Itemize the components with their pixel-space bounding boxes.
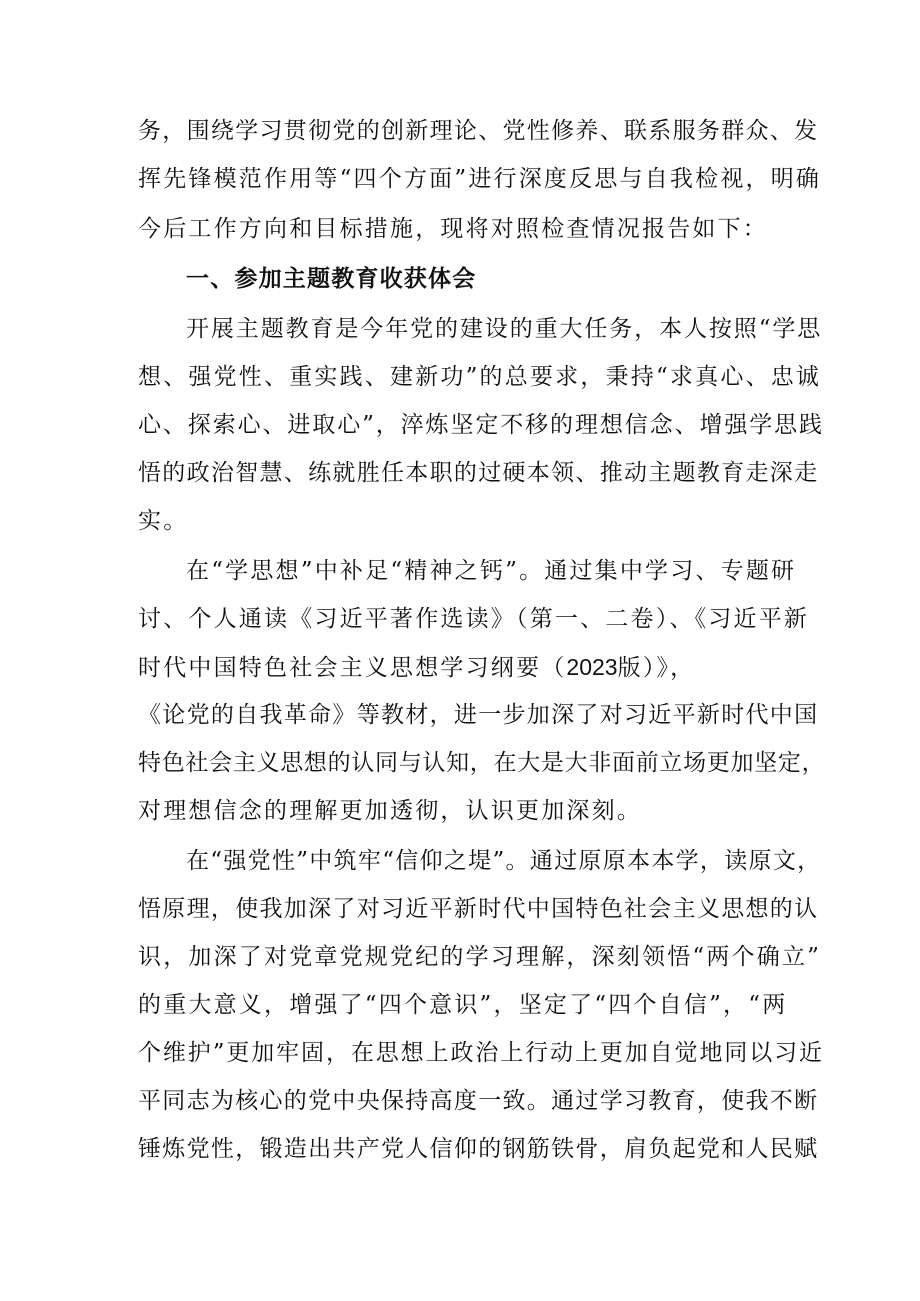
- text-segment: 版）》，: [617, 655, 696, 681]
- text-line: 个维护”更加牢固，在思想上政治上行动上更加自觉地同以习近: [138, 1040, 824, 1066]
- text-line: 锤炼党性，锻造出共产党人信仰的钢筋铁骨，肩负起党和人民赋: [138, 1136, 819, 1162]
- text-line: 对理想信念的理解更加透彻，认识更加深刻。: [138, 798, 642, 824]
- section-heading: 一、参加主题教育收获体会: [186, 266, 477, 292]
- text-line: 识，加深了对党章党规党纪的学习理解，深刻领悟“两个确立”: [138, 944, 822, 970]
- text-line: 开展主题教育是今年党的建设的重大任务，本人按照“学思: [186, 316, 823, 342]
- text-line: 想、强党性、重实践、建新功”的总要求，秉持“求真心、忠诚: [138, 364, 822, 390]
- text-line: 今后工作方向和目标措施，现将对照检查情况报告如下：: [138, 216, 768, 242]
- text-segment: 时代中国特色社会主义思想学习纲要（: [138, 655, 567, 681]
- text-line: 心、探索心、进取心”，淬炼坚定不移的理想信念、增强学思践: [138, 412, 824, 438]
- text-line: 实。: [138, 508, 189, 534]
- text-line: [138, 652, 695, 683]
- text-line: 在“强党性”中筑牢“信仰之堤”。通过原原本本学，读原文，: [186, 848, 822, 874]
- year-number: 2023: [566, 654, 618, 680]
- text-line: 的重大意义，增强了“四个意识”，坚定了“四个自信”，“两: [138, 992, 788, 1018]
- text-line: 悟的政治智慧、练就胜任本职的过硬本领、推动主题教育走深走: [138, 460, 819, 486]
- text-line: 务，围绕学习贯彻党的创新理论、党性修养、联系服务群众、发: [138, 118, 819, 144]
- text-line: 特色社会主义思想的认同与认知，在大是大非面前立场更加坚定，: [138, 750, 826, 776]
- text-line: 讨、个人通读《习近平著作选读》（第一、二卷）、《习近平新: [138, 606, 810, 632]
- text-line: 平同志为核心的党中央保持高度一致。通过学习教育，使我不断: [138, 1088, 819, 1114]
- text-line: 悟原理，使我加深了对习近平新时代中国特色社会主义思想的认: [138, 896, 819, 922]
- text-line: 《论党的自我革命》等教材，进一步加深了对习近平新时代中国: [138, 702, 819, 728]
- text-line: 挥先锋模范作用等“四个方面”进行深度反思与自我检视，明确: [138, 166, 822, 192]
- text-line: 在“学思想”中补足“精神之钙”。通过集中学习、专题研: [186, 558, 797, 584]
